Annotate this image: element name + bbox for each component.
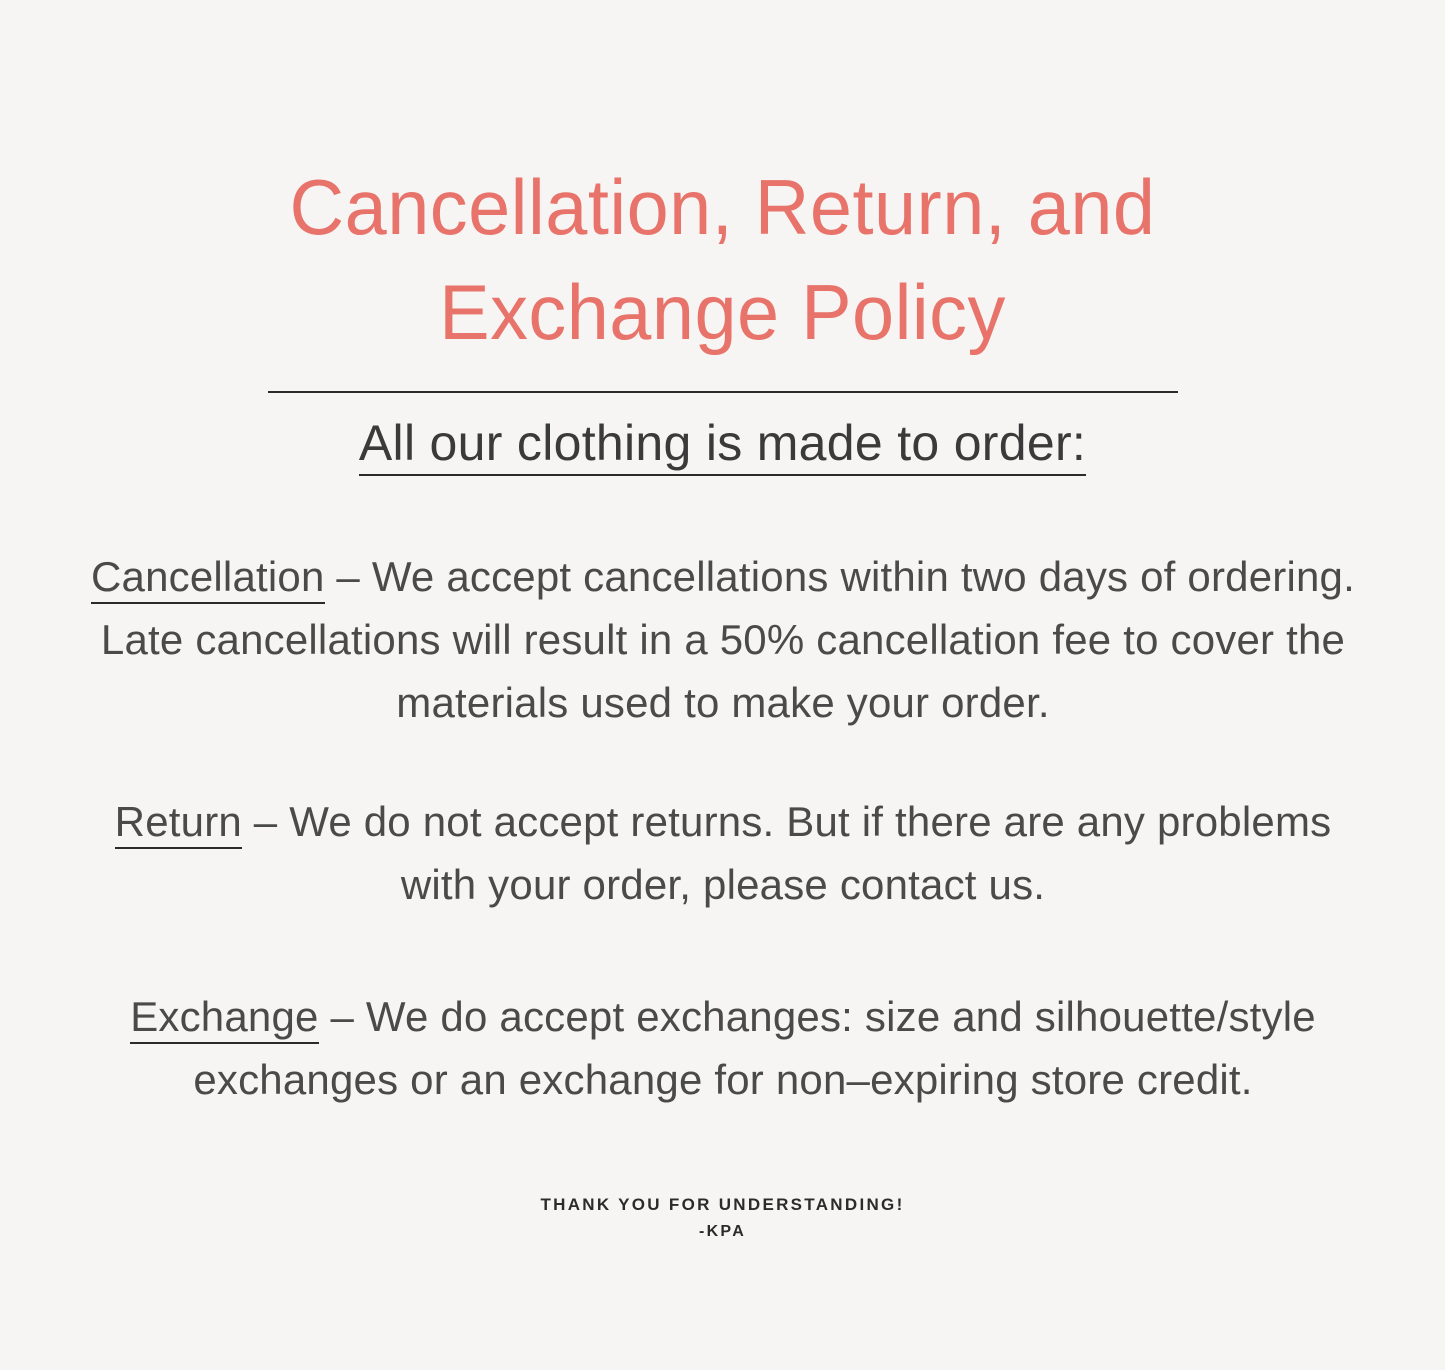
subtitle: [120, 412, 1325, 475]
section-cancellation: [78, 545, 1368, 734]
footer-signature: -KPA: [698, 1223, 747, 1240]
subtitle-text: All our clothing is made to order:: [359, 415, 1086, 476]
section-return-lead: Return: [115, 798, 242, 849]
section-cancellation-body: – We accept cancellations within two days of ordering. Late cancellations will result in a 50% cancellation fee to cover the materials used to make your order.: [100, 553, 1355, 726]
page-title: Cancellation, Return, and Exchange Policy: [289, 163, 1156, 357]
section-return: [78, 790, 1368, 916]
section-cancellation-lead: Cancellation: [91, 553, 325, 604]
section-exchange: [78, 985, 1368, 1111]
title-divider: [268, 391, 1178, 393]
section-exchange-lead: Exchange: [130, 993, 318, 1044]
footer-thanks: THANK YOU FOR UNDERSTANDING!: [540, 1195, 905, 1214]
section-exchange-body: – We do accept exchanges: size and silhouette/style exchanges or an exchange for non–expiring store credit.: [193, 993, 1316, 1103]
footer: [0, 1195, 1445, 1241]
section-return-body: – We do not accept returns. But if there are any problems with your order, please contact us.: [241, 798, 1332, 908]
